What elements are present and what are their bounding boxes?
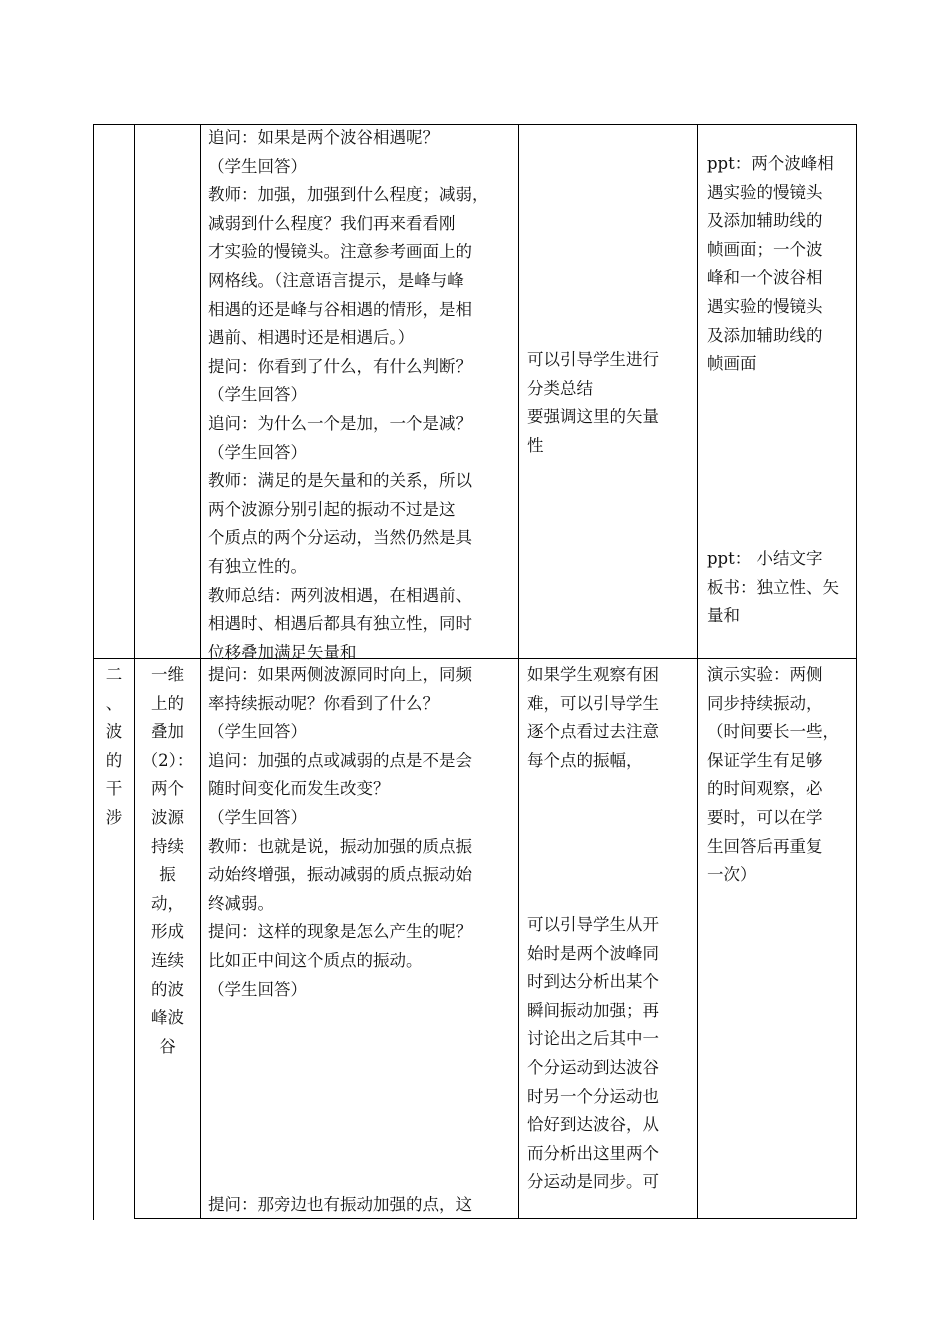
row1-teacher-student-activity (208, 124, 514, 667)
text-line: 同步持续振动， (707, 693, 823, 713)
text-line: 板书：独立性、矢 (707, 577, 839, 597)
text-line: 上的 (151, 693, 184, 713)
text-line: （2）： (141, 750, 194, 770)
text-line: 叠加 (151, 722, 184, 742)
text-line: 提问：那旁边也有振动加强的点，这 (208, 1195, 472, 1214)
text-line: 持续 (151, 836, 184, 856)
text-line: 量和 (707, 606, 740, 626)
text-line: 率持续振动呢？你看到了什么？ (208, 693, 439, 713)
text-line: 教师：也就是说，振动加强的质点振 (208, 836, 472, 856)
text-line: 干 (105, 779, 123, 799)
text-line: 难，可以引导学生 (527, 693, 659, 713)
text-line: 连续 (151, 950, 184, 970)
text-line: 提问：你看到了什么，有什么判断？ (208, 356, 472, 376)
text-line: 提问：这样的现象是怎么产生的呢？ (208, 922, 472, 942)
row2-design-intent-2 (527, 911, 693, 1197)
text-line: 生回答后再重复 (707, 836, 823, 856)
row2-section-title (94, 661, 134, 833)
text-line: 逐个点看过去注意 (527, 722, 659, 742)
text-line: （学生回答） (208, 385, 307, 405)
text-line: （学生回答） (208, 156, 307, 176)
text-line: 瞬间振动加强；再 (527, 1000, 659, 1020)
text-line: （学生回答） (208, 722, 307, 742)
text-line: 及添加辅助线的 (707, 325, 823, 345)
text-line: 的 (105, 750, 123, 770)
text-line: 波 (105, 722, 123, 742)
row2-design-intent-1 (527, 661, 693, 775)
text-line: 峰和一个波谷相 (707, 268, 823, 288)
text-line: 峰波 (151, 1008, 184, 1028)
text-line: （学生回答） (208, 979, 307, 999)
row1-summary-notes (707, 545, 854, 631)
text-line: 比如正中间这个质点的振动。 (208, 950, 423, 970)
text-line: 演示实验：两侧 (707, 665, 823, 684)
text-line: 个质点的两个分运动，当然仍然是具 (208, 528, 472, 548)
text-line: 才实验的慢镜头。注意参考画面上的 (208, 242, 472, 262)
row1-design-intent (527, 346, 693, 460)
text-line: 教师：加强，加强到什么程度；减弱， (208, 185, 489, 205)
text-line: 教师：满足的是矢量和的关系，所以 (208, 471, 472, 491)
text-line: 涉 (105, 807, 123, 827)
text-line: 遇前、相遇时还是相遇后。） (208, 328, 415, 348)
text-line: 位移叠加满足矢量和 (208, 642, 357, 662)
text-line: 波源 (151, 807, 184, 827)
text-line: 性 (527, 435, 544, 455)
row2-media-notes (707, 661, 854, 890)
text-line: 随时间变化而发生改变？ (208, 779, 390, 799)
text-line: 、 (105, 693, 123, 713)
text-line: 振 (159, 865, 176, 885)
text-line: 一维 (151, 665, 184, 684)
text-line: 教师总结：两列波相遇，在相遇前、 (208, 585, 472, 605)
table-border-right (856, 124, 857, 1219)
text-line: 有独立性的。 (208, 556, 307, 576)
text-line: 帧画面；一个波 (707, 239, 823, 259)
text-line: 可以引导学生进行 (527, 350, 659, 369)
text-line: 一次） (707, 865, 757, 885)
text-line: 始时是两个波峰同 (527, 943, 659, 963)
text-line: 两个波源分别引起的振动不过是这 (208, 499, 456, 519)
text-line: 网格线。（注意语言提示，是峰与峰 (208, 270, 464, 290)
text-line: 分运动是同步。可 (527, 1172, 659, 1192)
text-line: 个分运动到达波谷 (527, 1057, 659, 1077)
text-line: 恰好到达波谷，从 (527, 1115, 659, 1135)
text-line: 相遇的还是峰与谷相遇的情形，是相 (208, 299, 472, 319)
text-line: 可以引导学生从开 (527, 915, 659, 934)
text-line: 追问：加强的点或减弱的点是不是会 (208, 750, 472, 770)
text-line: ppt：两个波峰相 (707, 154, 834, 173)
row2-subtopic (135, 661, 200, 1061)
text-line: 讨论出之后其中一 (527, 1029, 659, 1049)
text-line: 保证学生有足够 (707, 750, 823, 770)
text-line: 每个点的振幅， (527, 750, 643, 770)
row2-activity-continued (208, 1191, 514, 1220)
text-line: 如果学生观察有困 (527, 665, 659, 684)
text-line: （学生回答） (208, 442, 307, 462)
text-line: 分类总结 (527, 378, 593, 398)
text-line: 相遇时、相遇后都具有独立性，同时 (208, 614, 472, 634)
text-line: 时到达分析出某个 (527, 972, 659, 992)
text-line: 动始终增强，振动减弱的质点振动始 (208, 865, 472, 885)
table-divider-3 (518, 124, 519, 1219)
text-line: 追问：为什么一个是加，一个是减？ (208, 413, 472, 433)
text-line: 而分析出这里两个 (527, 1143, 659, 1163)
text-line: 形成 (151, 922, 184, 942)
text-line: 的时间观察，必 (707, 779, 823, 799)
text-line: 二 (105, 665, 123, 684)
text-line: 谷 (159, 1036, 176, 1056)
text-line: 的波 (151, 979, 184, 999)
text-line: （时间要长一些， (707, 722, 839, 742)
text-line: 两个 (151, 779, 184, 799)
text-line: 要强调这里的矢量 (527, 407, 659, 427)
row1-media-notes (707, 150, 854, 379)
row2-teacher-student-activity (208, 661, 514, 1004)
text-line: （学生回答） (208, 807, 307, 827)
text-line: 遇实验的慢镜头 (707, 296, 823, 316)
text-line: 提问：如果两侧波源同时向上，同频 (208, 665, 472, 684)
text-line: 要时，可以在学 (707, 807, 823, 827)
text-line: 帧画面 (707, 354, 757, 374)
text-line: 及添加辅助线的 (707, 211, 823, 231)
table-divider-4 (697, 124, 698, 1219)
text-line: 动， (151, 893, 184, 913)
text-line: ppt： 小结文字 (707, 549, 823, 568)
table-divider-2 (200, 124, 201, 1219)
text-line: 追问：如果是两个波谷相遇呢？ (208, 128, 439, 147)
text-line: 终减弱。 (208, 893, 274, 913)
text-line: 减弱到什么程度？我们再来看看刚 (208, 213, 456, 233)
text-line: 遇实验的慢镜头 (707, 182, 823, 202)
text-line: 时另一个分运动也 (527, 1086, 659, 1106)
